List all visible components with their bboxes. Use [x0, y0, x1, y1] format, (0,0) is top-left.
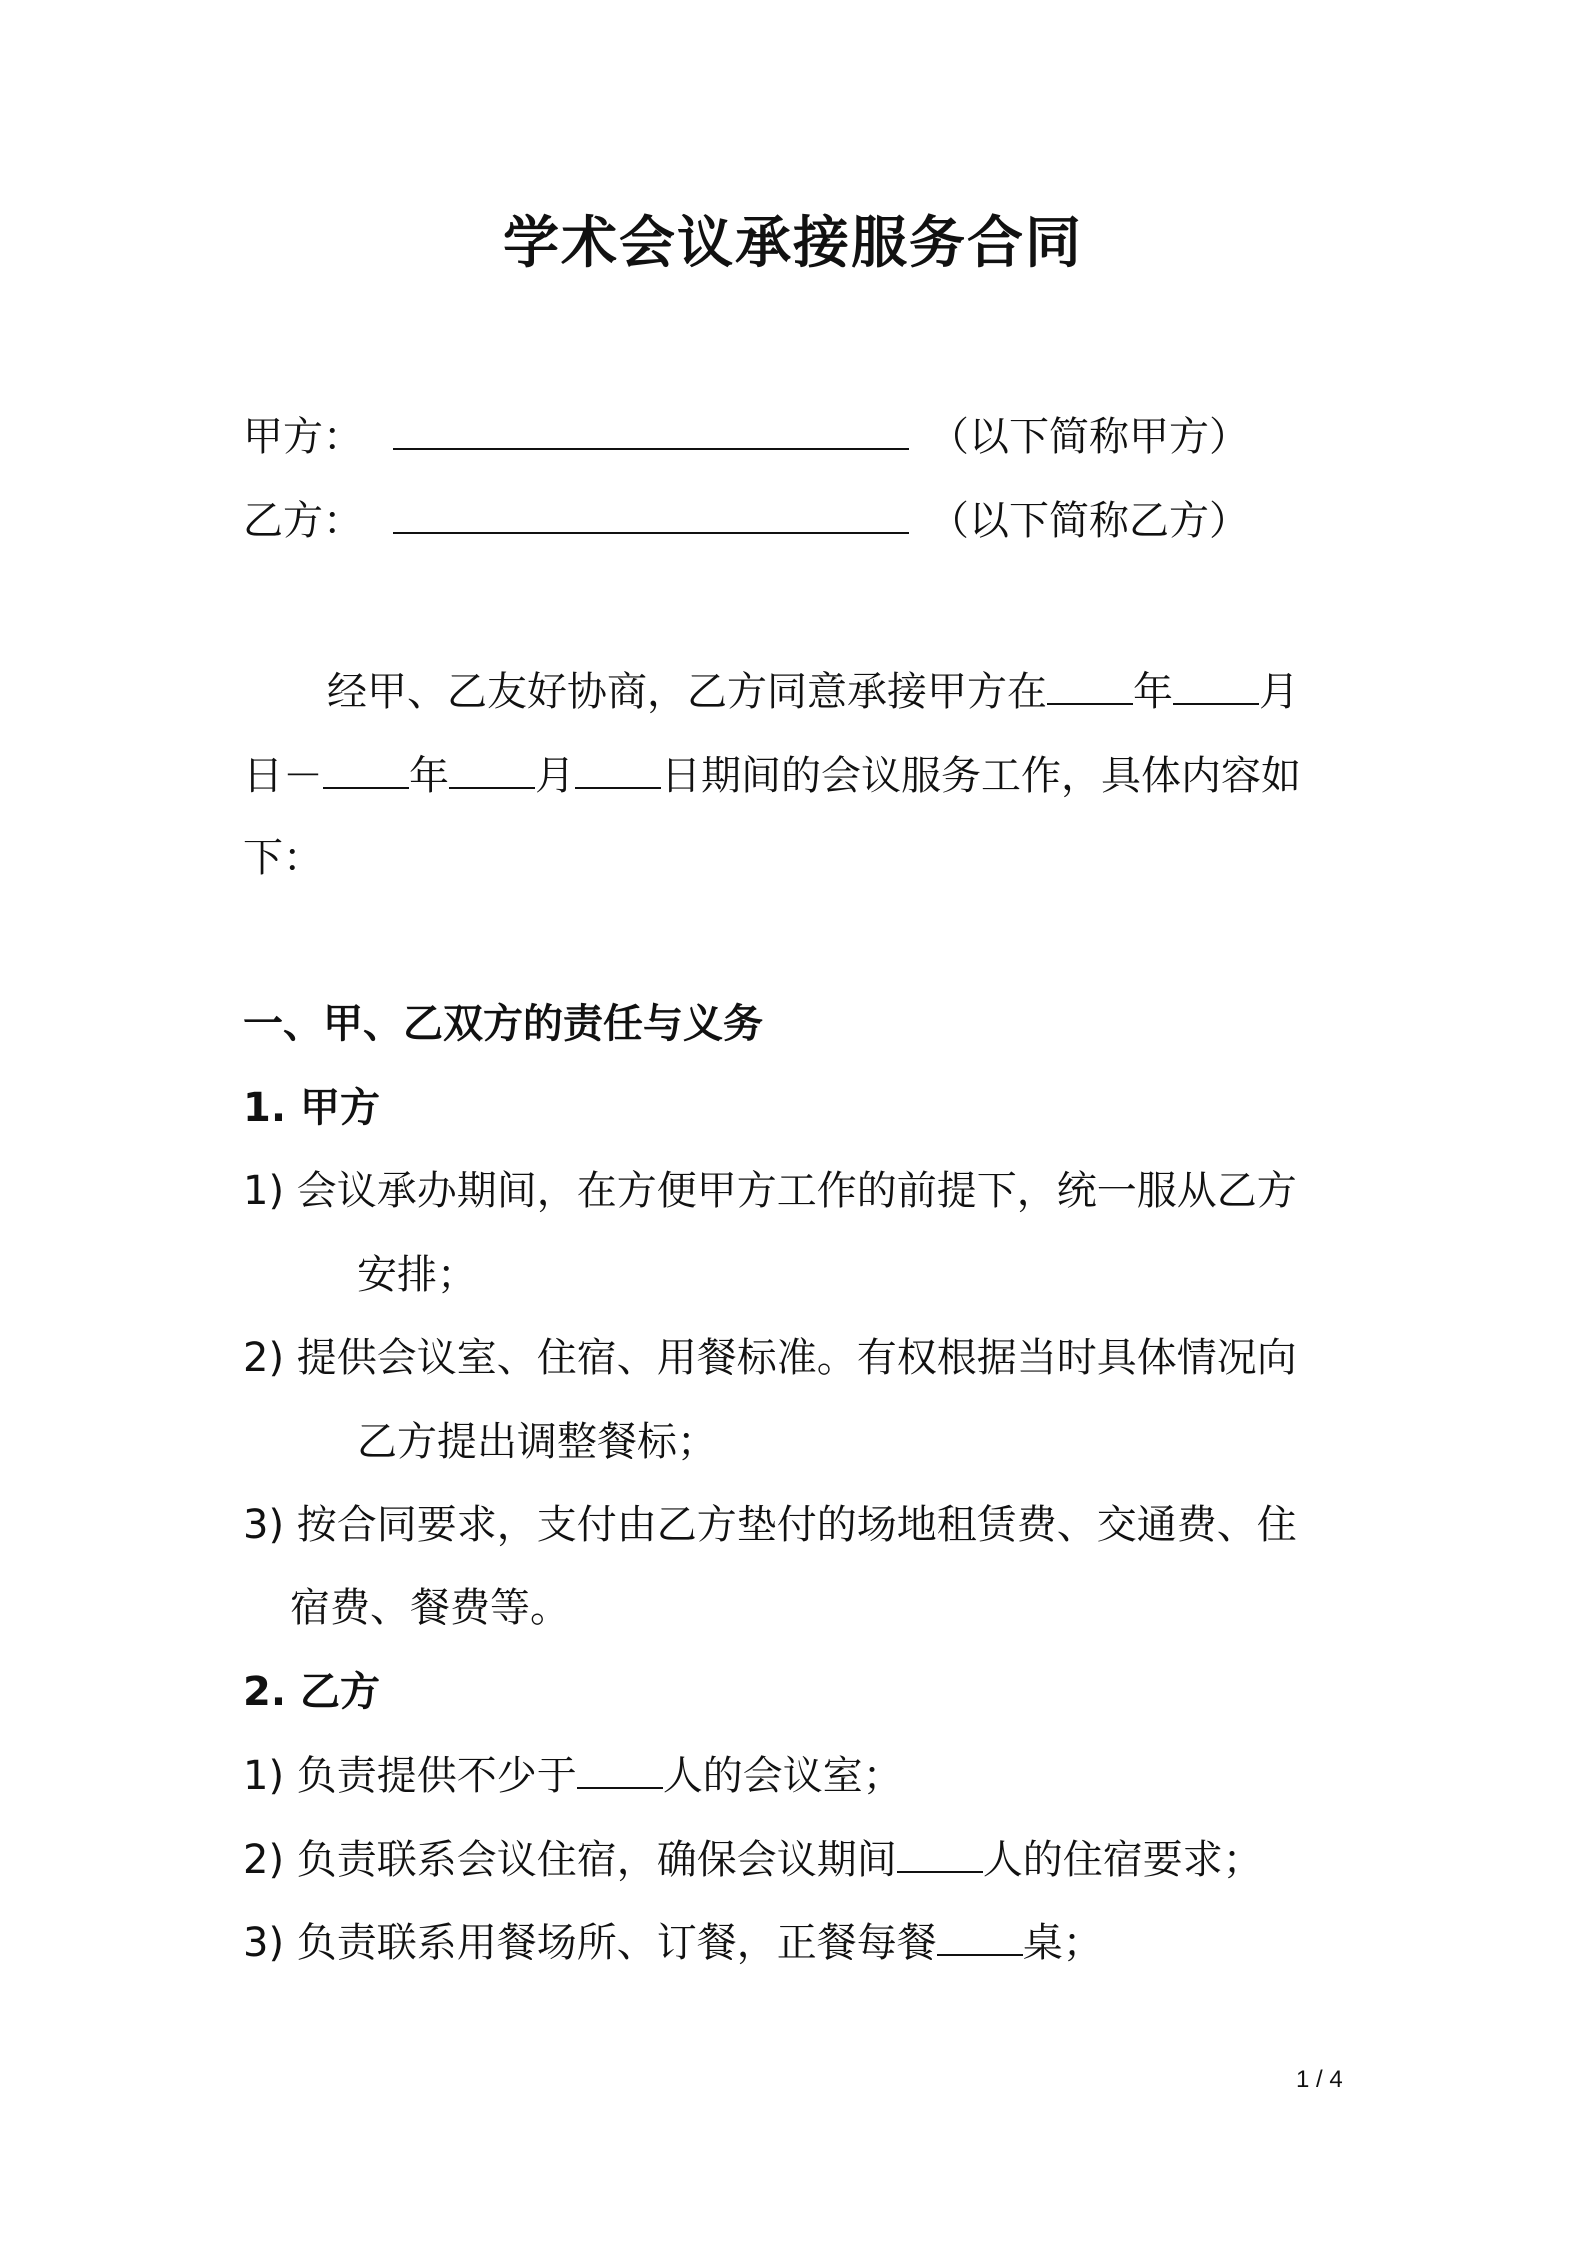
- fill-blank: [937, 1914, 1023, 1956]
- party-a-line: [243, 408, 1249, 465]
- party-b-blank: [393, 492, 909, 534]
- intro-text: 年: [1133, 669, 1173, 715]
- item-number: 2): [243, 1837, 285, 1883]
- fill-blank: [577, 1747, 663, 1789]
- item-text: 按合同要求，支付由乙方垫付的场地租赁费、交通费、住: [296, 1502, 1297, 1548]
- party-a-label: 甲方：: [243, 414, 363, 460]
- month-blank: [449, 747, 535, 789]
- party-a-suffix: （以下简称甲方）: [929, 414, 1249, 460]
- intro-text: 月: [535, 753, 575, 799]
- list-item: [243, 1163, 1297, 1219]
- list-item-continuation: 宿费、餐费等。: [290, 1585, 570, 1631]
- item-text: 人的会议室；: [662, 1753, 903, 1799]
- intro-text: 年: [409, 753, 449, 799]
- party-b-suffix: （以下简称乙方）: [929, 498, 1249, 544]
- list-item: [243, 1914, 1103, 1971]
- list-item: [243, 1747, 903, 1804]
- document-title: 学术会议承接服务合同: [503, 211, 1083, 276]
- item-text: 桌；: [1022, 1920, 1103, 1966]
- intro-line-1: [327, 663, 1299, 720]
- item-text: 人的住宿要求；: [982, 1837, 1263, 1883]
- list-item: [243, 1330, 1297, 1386]
- item-number: 1): [243, 1753, 285, 1799]
- party-a-blank: [393, 408, 909, 450]
- party-b-label: 乙方：: [243, 498, 363, 544]
- month-blank: [1173, 663, 1259, 705]
- intro-line-3: 下：: [243, 835, 323, 881]
- list-item: [243, 1497, 1297, 1553]
- item-number: 3): [243, 1920, 285, 1966]
- section-heading: 一、甲、乙双方的责任与义务: [243, 1001, 763, 1047]
- intro-text: 日－: [243, 753, 323, 799]
- subsection-heading-party-a: 1. 甲方: [243, 1085, 380, 1131]
- intro-text: 经甲、乙友好协商，乙方同意承接甲方在: [327, 669, 1047, 715]
- item-text: 负责联系会议住宿，确保会议期间: [296, 1837, 897, 1883]
- item-number: 1): [243, 1168, 285, 1214]
- list-item: [243, 1831, 1263, 1888]
- subsection-heading-party-b: 2. 乙方: [243, 1669, 380, 1715]
- item-text: 负责提供不少于: [296, 1753, 577, 1799]
- item-text: 提供会议室、住宿、用餐标准。有权根据当时具体情况向: [296, 1335, 1297, 1381]
- year-blank: [1047, 663, 1133, 705]
- year-blank: [323, 747, 409, 789]
- page-number: 1 / 4: [1296, 2066, 1343, 2093]
- fill-blank: [897, 1831, 983, 1873]
- party-b-line: [243, 492, 1249, 549]
- item-number: 3): [243, 1502, 285, 1548]
- day-blank: [575, 747, 661, 789]
- list-item-continuation: 乙方提出调整餐标；: [357, 1419, 717, 1465]
- item-text: 会议承办期间，在方便甲方工作的前提下，统一服从乙方: [296, 1168, 1297, 1214]
- intro-line-2: [243, 747, 1301, 804]
- list-item-continuation: 安排；: [357, 1252, 477, 1298]
- intro-text: 月: [1259, 669, 1299, 715]
- item-number: 2): [243, 1335, 285, 1381]
- intro-text: 日期间的会议服务工作，具体内容如: [661, 753, 1301, 799]
- item-text: 负责联系用餐场所、订餐，正餐每餐: [296, 1920, 937, 1966]
